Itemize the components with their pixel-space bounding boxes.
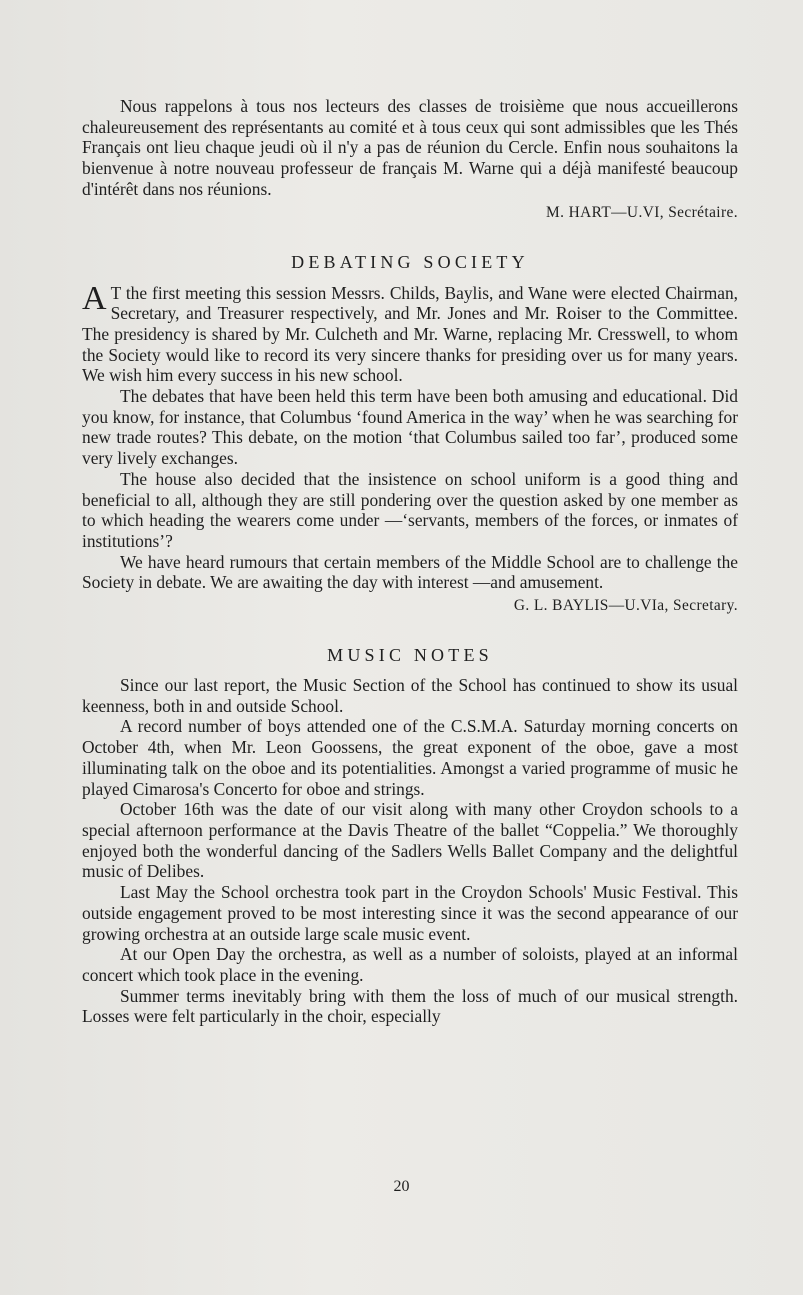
music-paragraph-5: At our Open Day the orchestra, as well as a number of soloists, played at an informal concert which took place in the evening. [82,944,738,985]
french-signature: M. HART—U.VI, Secrétaire. [545,203,738,221]
debating-paragraph-3: The house also decided that the insistence on school uniform is a good thing and beneficial to all, although they are still pondering over the question asked by one member as to which heading the wearers come under —‘servants, members of the forces, or inmates of institutions’? [82,468,738,551]
debating-heading: DEBATING SOCIETY [291,251,529,272]
debating-signature: G. L. BAYLIS—U.VIa, Secretary. [513,597,738,615]
debating-paragraph-2: The debates that have been held this term have been both amusing and educational. Did you know, for instance, that Columbus ‘found America in the way’ when he was searching for new trade routes? This debate, on the motion ‘that Columbus sailed too far’, produced some very lively exchanges. [82,386,738,469]
drop-cap: A [82,279,107,317]
music-paragraph-3: October 16th was the date of our visit along with many other Croydon schools to a special afternoon performance at the Davis Theatre of the ballet “Coppelia.” We thoroughly enjoyed both the wonderful dancing of the Sadlers Wells Ballet Company and the delightful music of Delibes. [82,799,738,882]
page-number: 20 [393,1178,410,1195]
french-paragraph: Nous rappelons à tous nos lecteurs des classes de troisième que nous accueillerons chaleureusement des représentants au comité et à tous ceux qui sont admissibles que les Thés Français ont lieu chaque jeudi où il n'y a pas de réunion du Cercle. Enfin nous souhaitons la bienvenue à notre nouveau professeur de français M. Warne qui a déjà manifesté beaucoup d'intérêt dans nos réunions. [82,96,738,199]
debating-paragraph-1 [82,279,738,387]
music-paragraph-1: Since our last report, the Music Section of the School has continued to show its usual keenness, both in and outside School. [82,675,738,716]
text-column [82,96,738,1027]
music-paragraph-6: Summer terms inevitably bring with them the loss of much of our musical strength. Losses were felt particularly in the choir, especially [82,985,738,1027]
debating-paragraph-1-text: T the first meeting this session Messrs. Childs, Baylis, and Wane were elected Chairman, Secretary, and Treasurer respectively, and Mr. Jones and Mr. Roiser to the Committee. The presidency is shared by Mr. Culcheth and Mr. Warne, replacing Mr. Cresswell, to whom the Society would like to record its very sincere thanks for presiding over us for many years. We wish him every success in his new school. [82,282,738,386]
music-paragraph-4: Last May the School orchestra took part in the Croydon Schools' Music Festival. This outside engagement proved to be most interesting since it was the second appearance of our growing orchestra at an outside large scale music event. [82,882,738,944]
music-heading: MUSIC NOTES [327,645,493,666]
music-paragraph-2: A record number of boys attended one of the C.S.M.A. Saturday morning concerts on October 4th, when Mr. Leon Goossens, the great exponent of the oboe, gave a most illuminating talk on the oboe and its potentialities. Amongst a varied programme of music he played Cimarosa's Concerto for oboe and strings. [82,716,738,799]
debating-paragraph-4: We have heard rumours that certain members of the Middle School are to challenge the Society in debate. We are awaiting the day with interest —and amusement. [82,551,738,593]
